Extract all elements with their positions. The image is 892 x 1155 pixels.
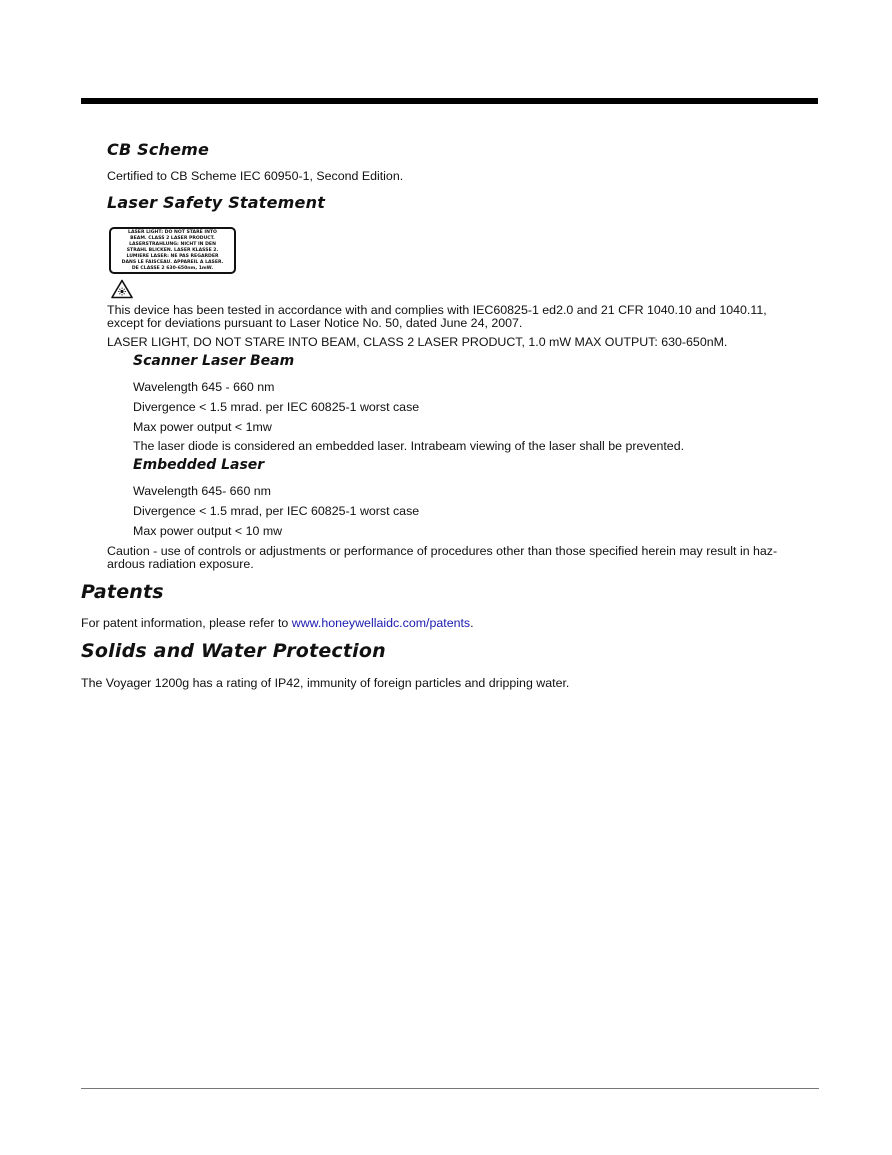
label-line: DE CLASSE 2 630-650nm, 1mW. — [131, 265, 214, 271]
compliance-line-1: This device has been tested in accordance with and complies with IEC60825-1 ed2.0 and 21 CFR 1040.10 and 1040.11, — [107, 303, 767, 317]
label-line: LASERSTRAHLUNG: NICHT IN DEN — [129, 241, 216, 247]
solids-water-text: The Voyager 1200g has a rating of IP42, immunity of foreign particles and dripping water. — [81, 676, 570, 690]
patents-text-prefix: For patent information, please refer to — [81, 616, 292, 630]
laser-warning-label — [109, 227, 236, 274]
footer-rule — [81, 1088, 819, 1089]
scanner-divergence: Divergence < 1.5 mrad. per IEC 60825-1 worst case — [133, 400, 420, 414]
scanner-note: The laser diode is considered an embedded laser. Intrabeam viewing of the laser shall be prevented. — [133, 439, 685, 453]
scanner-beam-heading: Scanner Laser Beam — [133, 353, 295, 369]
header-rule — [81, 98, 818, 104]
patents-heading: Patents — [81, 581, 164, 603]
label-line: STRAHL BLICKEN. LASER KLASSE 2. — [126, 247, 219, 253]
label-line: DANS LE FAISCEAU. APPAREIL A LASER. — [121, 259, 224, 265]
embedded-laser-heading: Embedded Laser — [133, 457, 265, 473]
label-line: LUMIERE LASER: NE PAS REGARDER — [126, 253, 219, 259]
scanner-wavelength: Wavelength 645 - 660 nm — [133, 380, 275, 394]
label-line: BEAM. CLASS 2 LASER PRODUCT. — [130, 235, 215, 241]
label-line: LASER LIGHT: DO NOT STARE INTO — [128, 229, 217, 235]
laser-safety-heading: Laser Safety Statement — [107, 193, 326, 212]
caution-line-2: ardous radiation exposure. — [107, 557, 254, 571]
scanner-power: Max power output < 1mw — [133, 420, 272, 434]
embedded-wavelength: Wavelength 645- 660 nm — [133, 484, 271, 498]
cb-scheme-text: Certified to CB Scheme IEC 60950-1, Second Edition. — [107, 169, 404, 183]
laser-warning-text: LASER LIGHT, DO NOT STARE INTO BEAM, CLASS 2 LASER PRODUCT, 1.0 mW MAX OUTPUT: 630-650nM. — [107, 335, 728, 349]
compliance-line-2: except for deviations pursuant to Laser Notice No. 50, dated June 24, 2007. — [107, 316, 523, 330]
embedded-power: Max power output < 10 mw — [133, 524, 283, 538]
patents-text — [81, 617, 474, 630]
caution-line-1: Caution - use of controls or adjustments or performance of procedures other than those specified herein may result in haz- — [107, 544, 778, 558]
embedded-divergence: Divergence < 1.5 mrad, per IEC 60825-1 worst case — [133, 504, 420, 518]
laser-warning-icon — [111, 279, 133, 299]
cb-scheme-heading: CB Scheme — [107, 140, 210, 159]
solids-water-heading: Solids and Water Protection — [81, 640, 386, 662]
patents-link[interactable]: www.honeywellaidc.com/patents — [291, 616, 471, 630]
patents-text-suffix: . — [470, 616, 474, 630]
